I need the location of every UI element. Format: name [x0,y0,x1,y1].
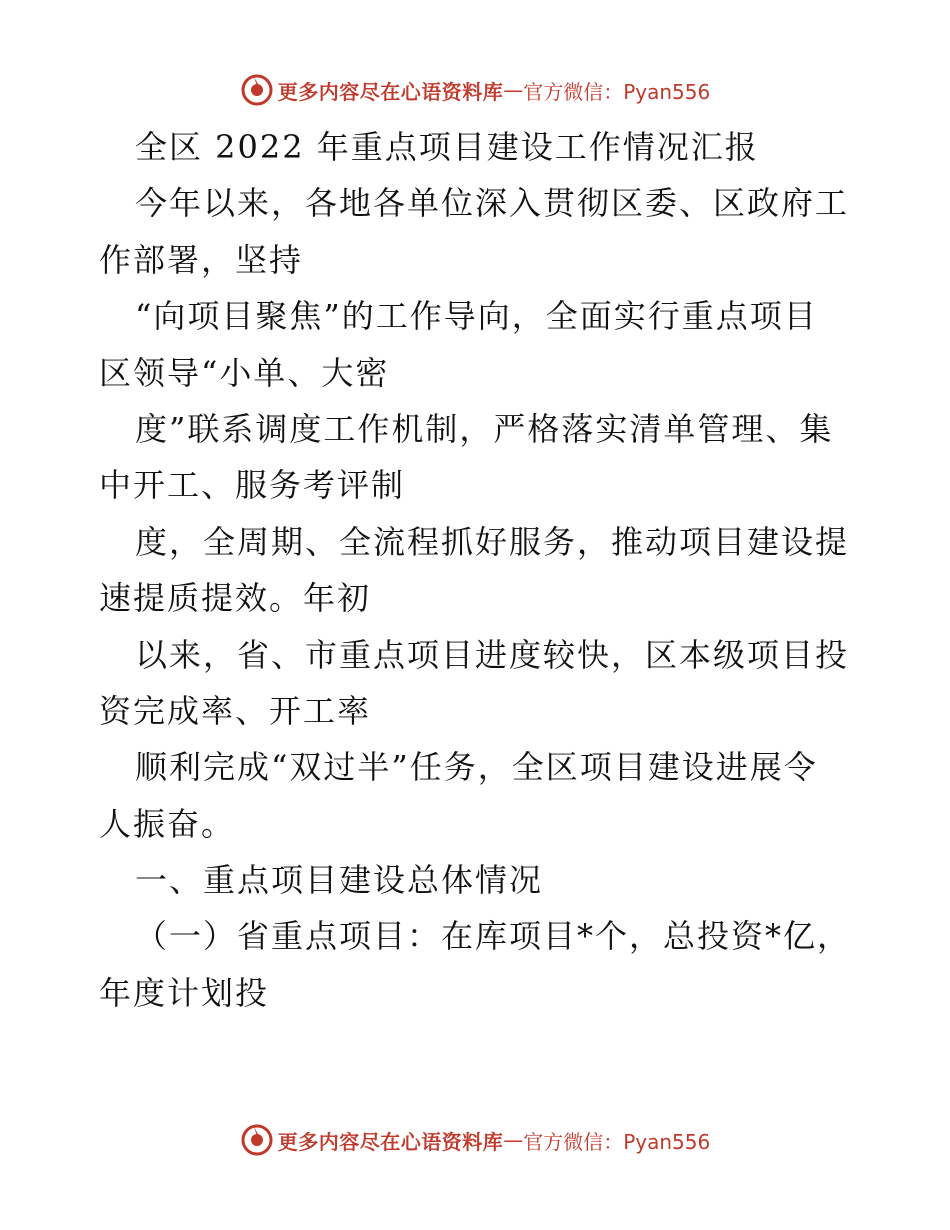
text-line: 年度计划投 [99,973,270,1012]
text-line: 速提质提效。年初 [99,579,372,618]
text-line: 资完成率、开工率 [99,691,372,730]
text-line: 区领导“小单、大密 [99,353,390,392]
text-line: 顺利完成“双过半”任务，全区项目建设进展令 [135,748,818,787]
document-title: 全区 2022 年重点项目建设工作情况汇报 [135,128,759,166]
text-line: （一）省重点项目：在库项目*个，总投资*亿， [135,917,852,956]
text-line: “向项目聚焦”的工作导向，全面实行重点项目 [135,297,818,336]
banner-contact: 官方微信：Pyan556 [523,79,711,104]
document-body [99,119,851,1021]
footer-banner [0,1120,950,1160]
brand-logo-icon [240,1123,274,1157]
brand-logo-icon [240,73,274,107]
text-line: 人振奋。 [99,804,236,843]
banner-separator: — [503,1128,524,1152]
banner-contact: 官方微信：Pyan556 [523,1129,711,1154]
banner-text: 更多内容尽在心语资料库 [277,79,504,104]
text-line: 今年以来，各地各单位深入贯彻区委、区政府工 [135,184,850,223]
header-banner [0,70,950,110]
banner-text: 更多内容尽在心语资料库 [277,1129,504,1154]
text-line: 度”联系调度工作机制，严格落实清单管理、集 [135,409,834,448]
text-line: 以来，省、市重点项目进度较快，区本级项目投 [135,635,850,674]
text-line: 作部署，坚持 [99,240,304,279]
text-line: 度，全周期、全流程抓好服务，推动项目建设提 [135,522,850,561]
text-line: 中开工、服务考评制 [99,466,406,505]
banner-separator: — [503,78,524,102]
section-heading: 一、重点项目建设总体情况 [135,861,544,900]
